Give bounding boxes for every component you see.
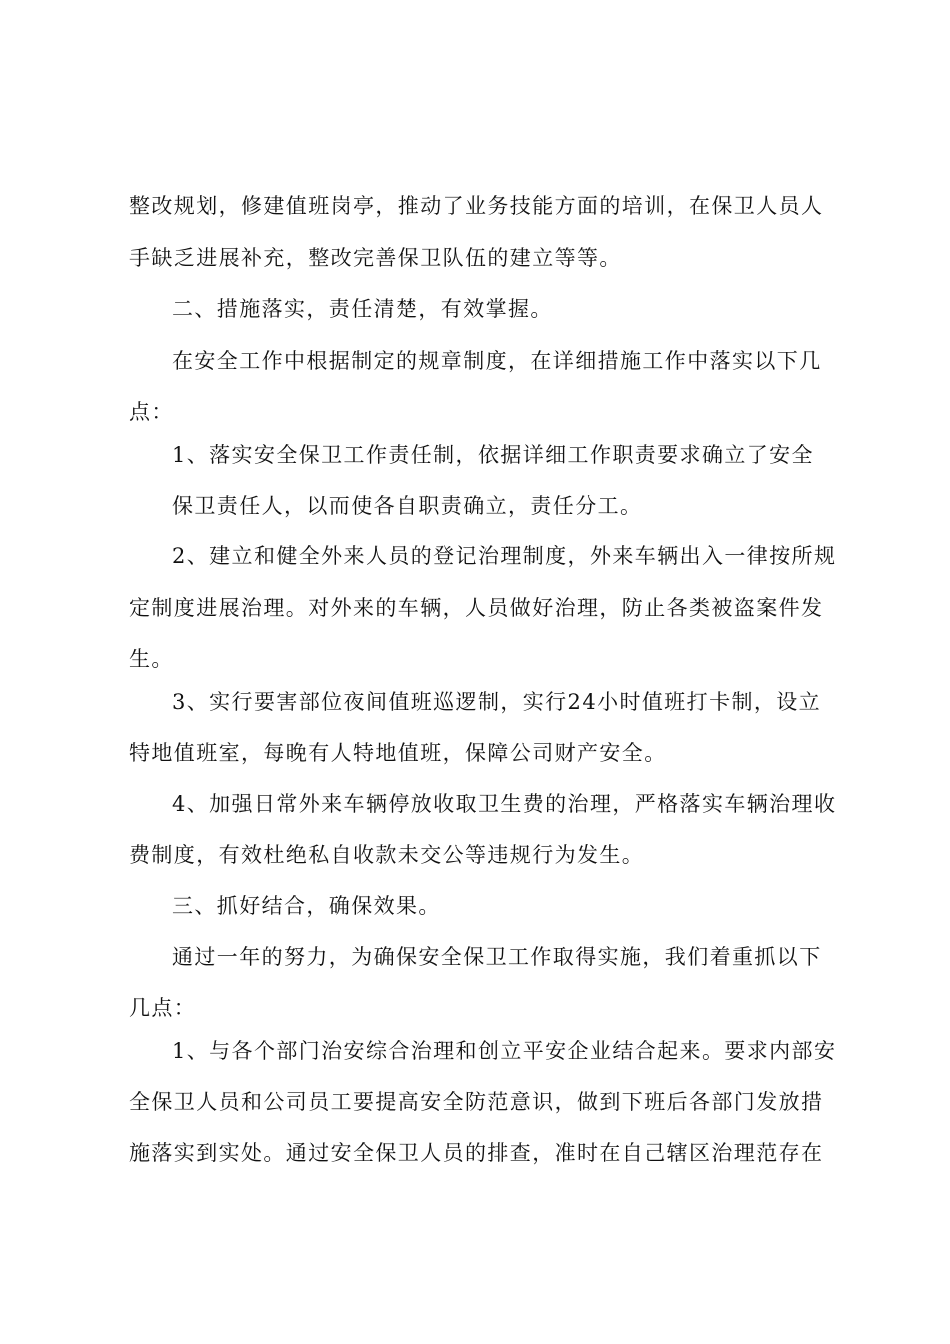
list-item: 1、落实安全保卫工作责任制，依据详细工作职责要求确立了安全 <box>172 443 814 467</box>
text-line: 保卫责任人，以而使各自职责确立，责任分工。 <box>172 494 643 518</box>
text-line: 费制度，有效杜绝私自收款未交公等违规行为发生。 <box>129 843 645 867</box>
list-item: 2、建立和健全外来人员的登记治理制度，外来车辆出入一律按所规 <box>172 544 837 568</box>
section-heading: 二、措施落实，责任清楚，有效掌握。 <box>172 297 553 321</box>
list-item: 4、加强日常外来车辆停放收取卫生费的治理，严格落实车辆治理收 <box>172 792 837 816</box>
section-heading: 三、抓好结合，确保效果。 <box>172 894 441 918</box>
text-line: 定制度进展治理。对外来的车辆，人员做好治理，防止各类被盗案件发 <box>129 596 824 620</box>
text-line: 点： <box>129 400 174 424</box>
list-item: 1、与各个部门治安综合治理和创立平安企业结合起来。要求内部安 <box>172 1039 837 1063</box>
text-line: 手缺乏进展补充，整改完善保卫队伍的建立等等。 <box>129 246 622 270</box>
text-line: 施落实到实处。通过安全保卫人员的排查，准时在自己辖区治理范存在 <box>129 1141 824 1165</box>
text-line: 几点： <box>129 996 197 1020</box>
text-line: 全保卫人员和公司员工要提高安全防范意识，做到下班后各部门发放措 <box>129 1090 824 1114</box>
text-line: 特地值班室，每晚有人特地值班，保障公司财产安全。 <box>129 741 667 765</box>
text-line: 整改规划，修建值班岗亭，推动了业务技能方面的培训，在保卫人员人 <box>129 194 824 218</box>
text-line: 在安全工作中根据制定的规章制度，在详细措施工作中落实以下几 <box>172 349 822 373</box>
list-item: 3、实行要害部位夜间值班巡逻制，实行24小时值班打卡制，设立 <box>172 690 822 714</box>
text-line: 通过一年的努力，为确保安全保卫工作取得实施，我们着重抓以下 <box>172 945 822 969</box>
text-line: 生。 <box>129 647 174 671</box>
